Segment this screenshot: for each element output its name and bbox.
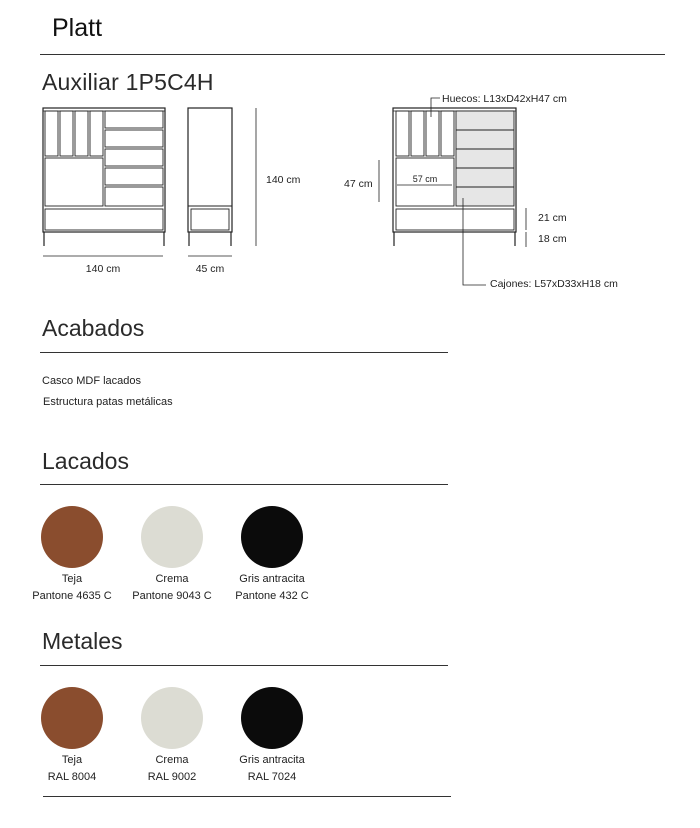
swatch-label (17, 752, 127, 786)
swatch-name: Crema (155, 754, 189, 766)
lacados-title: Lacados (42, 448, 129, 474)
product-title: Auxiliar 1P5C4H (42, 69, 214, 95)
header-divider (40, 54, 665, 55)
metales-divider (40, 665, 448, 666)
swatch-name: Crema (155, 573, 189, 585)
acabados-title: Acabados (42, 315, 145, 341)
lacados-divider (40, 484, 448, 485)
swatch-name: Teja (61, 754, 83, 766)
swatch-code: RAL 8004 (47, 771, 97, 783)
swatch-label (217, 752, 327, 786)
swatch-code: RAL 9002 (147, 771, 197, 783)
acabados-divider (40, 352, 448, 353)
swatch-label (117, 752, 227, 786)
color-swatch-gris-antracita-metal (241, 687, 303, 749)
color-swatch-crema-metal (141, 687, 203, 749)
depth-dimension-label: 45 cm (195, 263, 225, 275)
cajones-label: Cajones: L57xD33xH18 cm (490, 278, 618, 290)
height-dimension-label: 140 cm (266, 174, 301, 186)
drawer-height-label: 21 cm (538, 212, 567, 224)
door-width-label: 57 cm (412, 174, 438, 184)
swatch-label (117, 571, 227, 605)
color-swatch-teja-lacado (41, 506, 103, 568)
technical-drawings (0, 95, 700, 300)
door-height-label: 47 cm (344, 178, 373, 190)
swatch-code: Pantone 432 C (235, 590, 309, 602)
color-swatch-crema-lacado (141, 506, 203, 568)
swatch-code: Pantone 4635 C (32, 590, 112, 602)
swatch-label (217, 571, 327, 605)
swatch-label (17, 571, 127, 605)
color-swatch-teja-metal (41, 687, 103, 749)
acabados-line-1: Casco MDF lacados (42, 375, 142, 387)
metales-title: Metales (42, 628, 123, 654)
detail-view-drawing (393, 108, 516, 246)
front-view-drawing (43, 108, 165, 246)
brand-name: Platt (52, 14, 103, 42)
color-swatch-gris-antracita-lacado (241, 506, 303, 568)
acabados-line-2: Estructura patas metálicas (43, 396, 173, 408)
swatch-name: Gris antracita (239, 573, 305, 585)
side-view-drawing (188, 108, 232, 246)
legs-height-label: 18 cm (538, 233, 567, 245)
width-dimension-label: 140 cm (85, 263, 121, 275)
swatch-name: Gris antracita (239, 754, 305, 766)
huecos-label: Huecos: L13xD42xH47 cm (442, 95, 567, 105)
swatch-name: Teja (61, 573, 83, 585)
swatch-code: Pantone 9043 C (132, 590, 212, 602)
footer-divider (43, 796, 451, 797)
swatch-code: RAL 7024 (247, 771, 297, 783)
